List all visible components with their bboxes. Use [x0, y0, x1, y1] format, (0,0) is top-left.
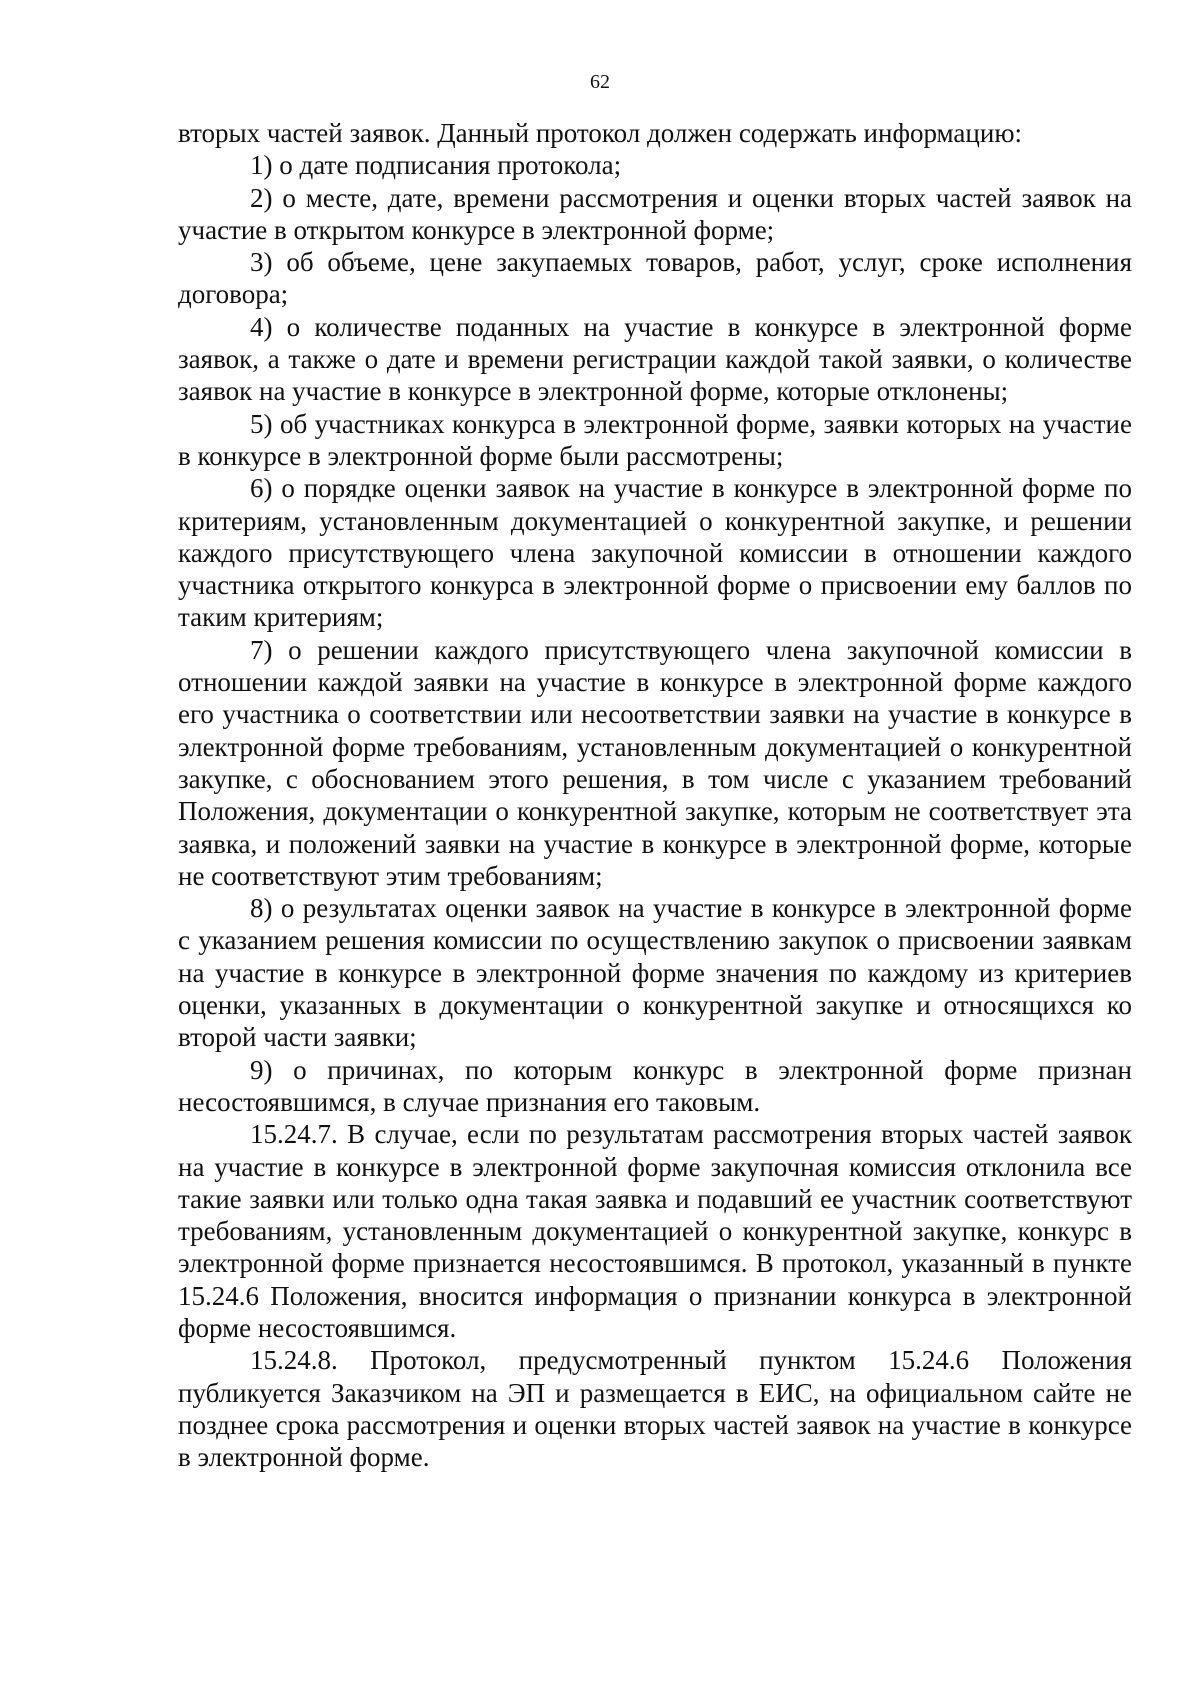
- document-body: [178, 117, 1132, 1473]
- list-item-5: 5) об участниках конкурса в электронной форме, заявки которых на участие в конкурсе в электронной форме были рассмотрены;: [178, 408, 1132, 471]
- list-item-7: 7) о решении каждого присутствующего члена закупочной комиссии в отношении каждой заявки на участие в конкурсе в электронной форме каждого его участника о соответствии или несоответствии заявки на участие в конкурсе в электронной форме требованиям, установленным документацией о конкурентной закупке, с обоснованием этого решения, в том числе с указанием требований Положения, документации о конкурентной закупке, которым не соответствует эта заявка, и положений заявки на участие в конкурсе в электронной форме, которые не соответствуют этим требованиям;: [178, 634, 1132, 891]
- page-number: 62: [590, 71, 610, 93]
- list-item-2: 2) о месте, дате, времени рассмотрения и оценки вторых частей заявок на участие в открытом конкурсе в электронной форме;: [178, 182, 1132, 245]
- clause-15-24-8: 15.24.8. Протокол, предусмотренный пунктом 15.24.6 Положения публикуется Заказчиком на ЭП и размещается в ЕИС, на официальном сайте не позднее срока рассмотрения и оценки вторых частей заявок на участие в конкурсе в электронной форме.: [178, 1345, 1132, 1473]
- paragraph-intro-continuation: вторых частей заявок. Данный протокол должен содержать информацию:: [178, 118, 1022, 148]
- list-item-3: 3) об объеме, цене закупаемых товаров, работ, услуг, сроке исполнения договора;: [178, 247, 1132, 310]
- list-item-1: 1) о дате подписания протокола;: [250, 150, 622, 181]
- clause-15-24-7: 15.24.7. В случае, если по результатам рассмотрения вторых частей заявок на участие в конкурсе в электронной форме закупочная комиссия отклонила все такие заявки или только одна такая заявка и подавший ее участник соответствуют требованиям, установленным документацией о конкурентной закупке, конкурс в электронной форме признается несостоявшимся. В протокол, указанный в пункте 15.24.6 Положения, вносится информация о признании конкурса в электронной форме несостоявшимся.: [178, 1119, 1132, 1343]
- list-item-6: 6) о порядке оценки заявок на участие в конкурсе в электронной форме по критериям, установленным документацией о конкурентной закупке, и решении каждого присутствующего члена закупочной комиссии в отношении каждого участника открытого конкурса в электронной форме о присвоении ему баллов по таким критериям;: [178, 473, 1132, 633]
- list-item-4: 4) о количестве поданных на участие в конкурсе в электронной форме заявок, а также о дате и времени регистрации каждой такой заявки, о количестве заявок на участие в конкурсе в электронной форме, которые отклонены;: [178, 311, 1132, 407]
- list-item-9: 9) о причинах, по которым конкурс в электронной форме признан несостоявшимся, в случае признания его таковым.: [178, 1054, 1132, 1117]
- list-item-8: 8) о результатах оценки заявок на участие в конкурсе в электронной форме с указанием решения комиссии по осуществлению закупок о присвоении заявкам на участие в конкурсе в электронной форме значения по каждому из критериев оценки, указанных в документации о конкурентной закупке и относящихся ко второй части заявки;: [178, 893, 1132, 1053]
